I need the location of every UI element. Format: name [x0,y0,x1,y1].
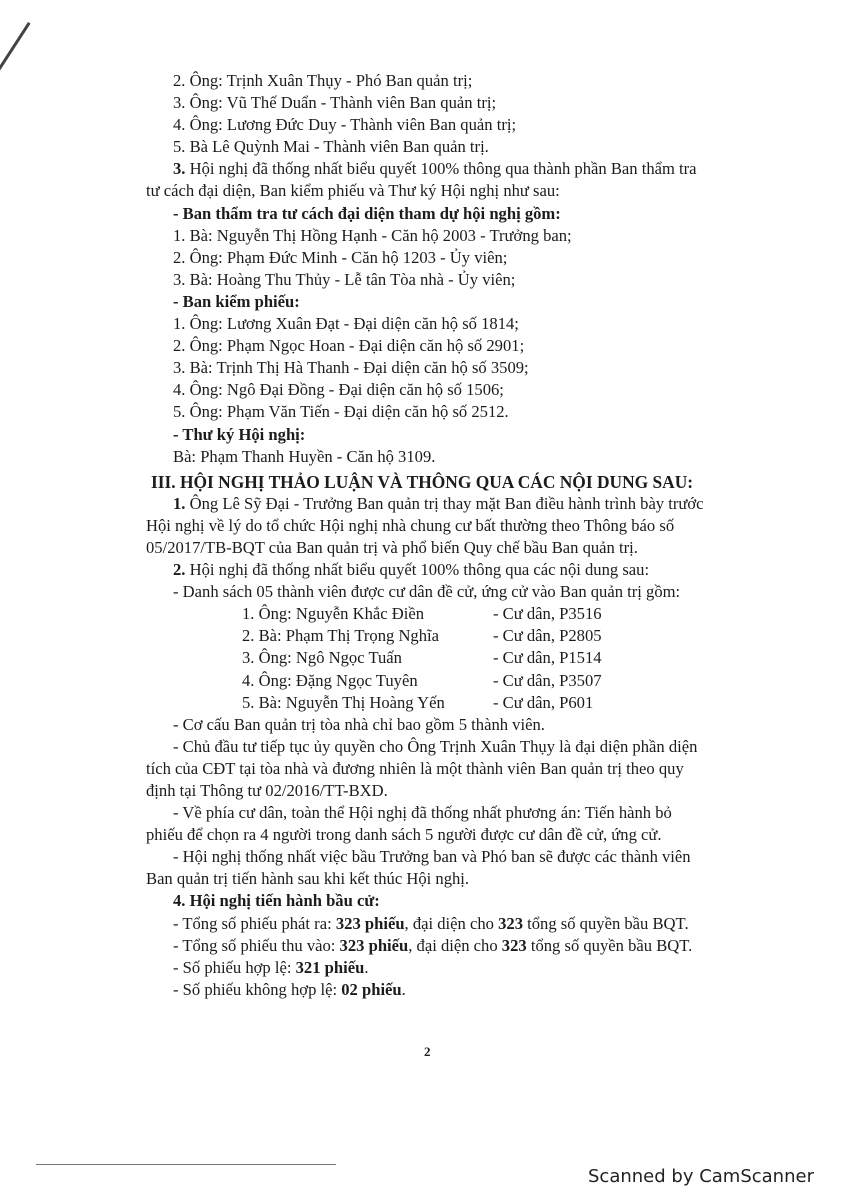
paragraph-text: tư cách đại diện, Ban kiểm phiếu và Thư ký Hội nghị như sau: [146,181,560,201]
secretary-name: Bà: Phạm Thanh Huyền - Căn hộ 3109. [173,446,436,466]
candidate-row [173,603,733,625]
page-number: 2 [424,1044,431,1059]
board-member-list [173,70,733,158]
item-number: 3. [173,159,186,179]
committee-member: 1. Bà: Nguyễn Thị Hồng Hạnh - Căn hộ 2003 - Trưởng ban; [173,225,572,245]
candidate-unit: - Cư dân, P2805 [493,626,602,646]
paragraph-text: tích của CĐT tại tòa nhà và đương nhiên là một thành viên Ban quản trị theo quy [146,758,684,778]
candidate-unit: - Cư dân, P601 [493,692,594,712]
scanner-watermark: Scanned by CamScanner [588,1166,814,1187]
committee-member: 5. Ông: Phạm Văn Tiến - Đại diện căn hộ số 2512. [173,402,509,422]
verification-committee-list [173,225,733,291]
candidate-row [173,647,733,669]
footer-divider [36,1164,336,1165]
paragraph-text: - Hội nghị thống nhất việc bầu Trưởng ban và Phó ban sẽ được các thành viên [173,847,691,867]
verification-committee-heading: - Ban thẩm tra tư cách đại diện tham dự hội nghị gồm: [173,203,561,223]
committee-member: 2. Ông: Phạm Ngọc Hoan - Đại diện căn hộ số 2901; [173,336,525,356]
paragraph-text: Hội nghị đã thống nhất biểu quyết 100% thông qua thành phần Ban thẩm tra [189,159,697,179]
candidate-unit: - Cư dân, P3507 [493,670,602,690]
candidates-intro: - Danh sách 05 thành viên được cư dân đề cử, ứng cử vào Ban quản trị gồm: [173,582,681,602]
candidate-name: 5. Bà: Nguyễn Thị Hoàng Yến [242,692,445,712]
section-3-heading: III. HỘI NGHỊ THẢO LUẬN VÀ THÔNG QUA CÁC NỘI DUNG SAU: [151,471,694,492]
ballots-valid: - Số phiếu hợp lệ: 321 phiếu. [173,957,369,977]
paragraph-text: Hội nghị về lý do tổ chức Hội nghị nhà chung cư bất thường theo Thông báo số [146,515,675,535]
item-number: 2. [173,560,186,580]
section-3-item-2 [146,559,733,890]
secretary-heading: - Thư ký Hội nghị: [173,424,306,444]
committee-member: 3. Bà: Hoàng Thu Thủy - Lễ tân Tòa nhà - Ủy viên; [173,269,516,289]
candidate-row [173,670,733,692]
board-member: 5. Bà Lê Quỳnh Mai - Thành viên Ban quản trị. [173,137,489,157]
item-3-paragraph [146,158,733,202]
candidate-list [173,603,733,713]
committee-member: 2. Ông: Phạm Đức Minh - Căn hộ 1203 - Ủy viên; [173,247,508,267]
candidate-name: 3. Ông: Ngô Ngọc Tuấn [242,648,402,668]
item-number: 1. [173,493,186,513]
candidate-name: 4. Ông: Đặng Ngọc Tuyên [242,670,418,690]
paragraph-text: định tại Thông tư 02/2016/TT-BXD. [146,781,388,800]
committee-member: 1. Ông: Lương Xuân Đạt - Đại diện căn hộ số 1814; [173,314,519,334]
paragraph-text: - Chủ đầu tư tiếp tục ủy quyền cho Ông Trịnh Xuân Thụy là đại diện phần diện [173,736,698,756]
committee-member: 3. Bà: Trịnh Thị Hà Thanh - Đại diện căn hộ số 3509; [173,358,529,378]
ballots-invalid: - Số phiếu không hợp lệ: 02 phiếu. [173,979,406,999]
paragraph-text: 05/2017/TB-BQT của Ban quản trị và phổ biến Quy chế bầu Ban quản trị. [146,537,638,557]
paragraph-text: Ban quản trị tiến hành sau khi kết thúc Hội nghị. [146,869,470,889]
counting-committee-list [173,313,733,423]
candidate-unit: - Cư dân, P3516 [493,604,602,624]
paragraph-text: Hội nghị đã thống nhất biểu quyết 100% thông qua các nội dung sau: [189,560,650,580]
paragraph-text: - Về phía cư dân, toàn thể Hội nghị đã thống nhất phương án: Tiến hành bỏ [173,803,672,823]
section-3-item-4 [173,890,733,1000]
board-member: 4. Ông: Lương Đức Duy - Thành viên Ban quản trị; [173,115,517,135]
ballots-issued: - Tổng số phiếu phát ra: 323 phiếu, đại diện cho 323 tổng số quyền bầu BQT. [173,913,689,933]
candidate-row [173,692,733,714]
ballots-received: - Tổng số phiếu thu vào: 323 phiếu, đại diện cho 323 tổng số quyền bầu BQT. [173,935,693,955]
candidate-name: 2. Bà: Phạm Thị Trọng Nghĩa [242,626,439,646]
candidate-name: 1. Ông: Nguyễn Khắc Điền [242,604,425,624]
paragraph-text: phiếu để chọn ra 4 người trong danh sách 5 người được cư dân đề cử, ứng cử. [146,825,662,845]
pen-mark [0,22,31,116]
candidate-unit: - Cư dân, P1514 [493,648,602,668]
paragraph-text: Ông Lê Sỹ Đại - Trưởng Ban quản trị thay mặt Ban điều hành trình bày trước [189,493,704,513]
candidate-row [173,625,733,647]
board-structure-note: - Cơ cấu Ban quản trị tòa nhà chỉ bao gồm 5 thành viên. [173,714,545,734]
board-member: 3. Ông: Vũ Thế Duẩn - Thành viên Ban quản trị; [173,93,497,113]
section-3-item-1 [146,493,733,559]
document-body [146,70,733,1001]
board-member: 2. Ông: Trịnh Xuân Thụy - Phó Ban quản trị; [173,71,473,90]
counting-committee-heading: - Ban kiểm phiếu: [173,291,300,311]
election-heading: 4. Hội nghị tiến hành bầu cử: [173,891,380,911]
committee-member: 4. Ông: Ngô Đại Đồng - Đại diện căn hộ số 1506; [173,380,504,400]
